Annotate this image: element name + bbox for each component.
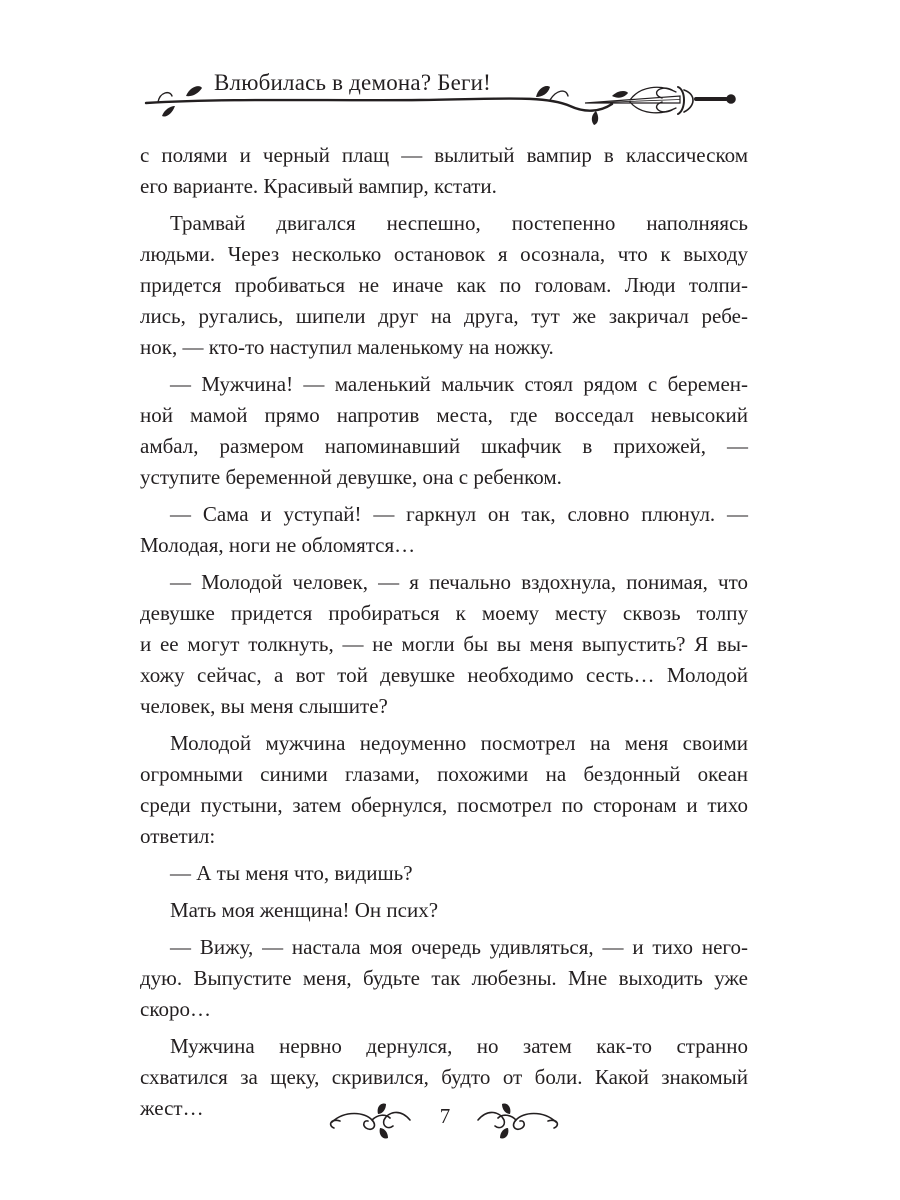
text-line: жест… bbox=[140, 1096, 204, 1120]
paragraph bbox=[140, 499, 748, 561]
page-number: 7 bbox=[439, 1104, 451, 1128]
text-line: хожу сейчас, а вот той девушке необходимо сесть… Молодой bbox=[140, 663, 748, 687]
text-line: нок, — кто-то наступил маленькому на ножку. bbox=[140, 335, 554, 359]
text-line: — Сама и уступай! — гаркнул он так, словно плюнул. — bbox=[170, 502, 748, 526]
paragraph bbox=[140, 140, 748, 202]
text-line: человек, вы меня слышите? bbox=[140, 694, 388, 718]
text-line: скоро… bbox=[140, 997, 211, 1021]
body-text bbox=[140, 140, 748, 1124]
text-line: уступите беременной девушке, она с ребенком. bbox=[140, 465, 562, 489]
text-line: Мать моя женщина! Он псих? bbox=[170, 898, 439, 922]
text-line: дую. Выпустите меня, будьте так любезны. Мне выходить уже bbox=[140, 966, 748, 990]
text-line: — Мужчина! — маленький мальчик стоял рядом с беремен- bbox=[170, 372, 748, 396]
text-line: людьми. Через несколько остановок я осознала, что к выходу bbox=[140, 242, 748, 266]
text-line: девушке придется пробираться к моему месту сквозь толпу bbox=[140, 601, 748, 625]
text-line: придется пробиваться не иначе как по головам. Люди толпи- bbox=[140, 273, 748, 297]
text-line: с полями и черный плащ — вылитый вампир в классическом bbox=[140, 143, 748, 167]
paragraph bbox=[140, 208, 748, 363]
running-header bbox=[0, 0, 900, 130]
paragraph bbox=[140, 567, 748, 722]
text-line: ной мамой прямо напротив места, где восседал невысокий bbox=[140, 403, 748, 427]
page-footer bbox=[0, 1090, 900, 1150]
text-line: — А ты меня что, видишь? bbox=[170, 861, 413, 885]
text-line: его варианте. Красивый вампир, кстати. bbox=[140, 174, 497, 198]
text-line: амбал, размером напоминавший шкафчик в прихожей, — bbox=[140, 434, 748, 458]
text-line: схватился за щеку, скривился, будто от боли. Какой знакомый bbox=[140, 1065, 748, 1089]
text-line: лись, ругались, шипели друг на друга, тут же закричал ребе- bbox=[140, 304, 748, 328]
text-line: Молодая, ноги не обломятся… bbox=[140, 533, 416, 557]
running-header-title: Влюбилась в демона? Беги! bbox=[214, 70, 492, 95]
text-line: огромными синими глазами, похожими на бездонный океан bbox=[140, 762, 748, 786]
paragraph bbox=[140, 728, 748, 852]
text-line: Мужчина нервно дернулся, но затем как-то странно bbox=[170, 1034, 748, 1058]
text-line: — Молодой человек, — я печально вздохнула, понимая, что bbox=[170, 570, 748, 594]
text-line: ответил: bbox=[140, 824, 216, 848]
text-line: Молодой мужчина недоуменно посмотрел на меня своими bbox=[170, 731, 748, 755]
paragraph bbox=[140, 369, 748, 493]
paragraph bbox=[140, 895, 748, 926]
text-line: Трамвай двигался неспешно, постепенно наполняясь bbox=[170, 211, 748, 235]
paragraph bbox=[140, 932, 748, 1025]
text-line: среди пустыни, затем обернулся, посмотрел по сторонам и тихо bbox=[140, 793, 748, 817]
paragraph bbox=[140, 858, 748, 889]
text-line: — Вижу, — настала моя очередь удивляться, — и тихо него- bbox=[170, 935, 748, 959]
text-line: и ее могут толкнуть, — не могли бы вы меня выпустить? Я вы- bbox=[140, 632, 748, 656]
vine-sword-ornament-icon bbox=[0, 0, 900, 130]
